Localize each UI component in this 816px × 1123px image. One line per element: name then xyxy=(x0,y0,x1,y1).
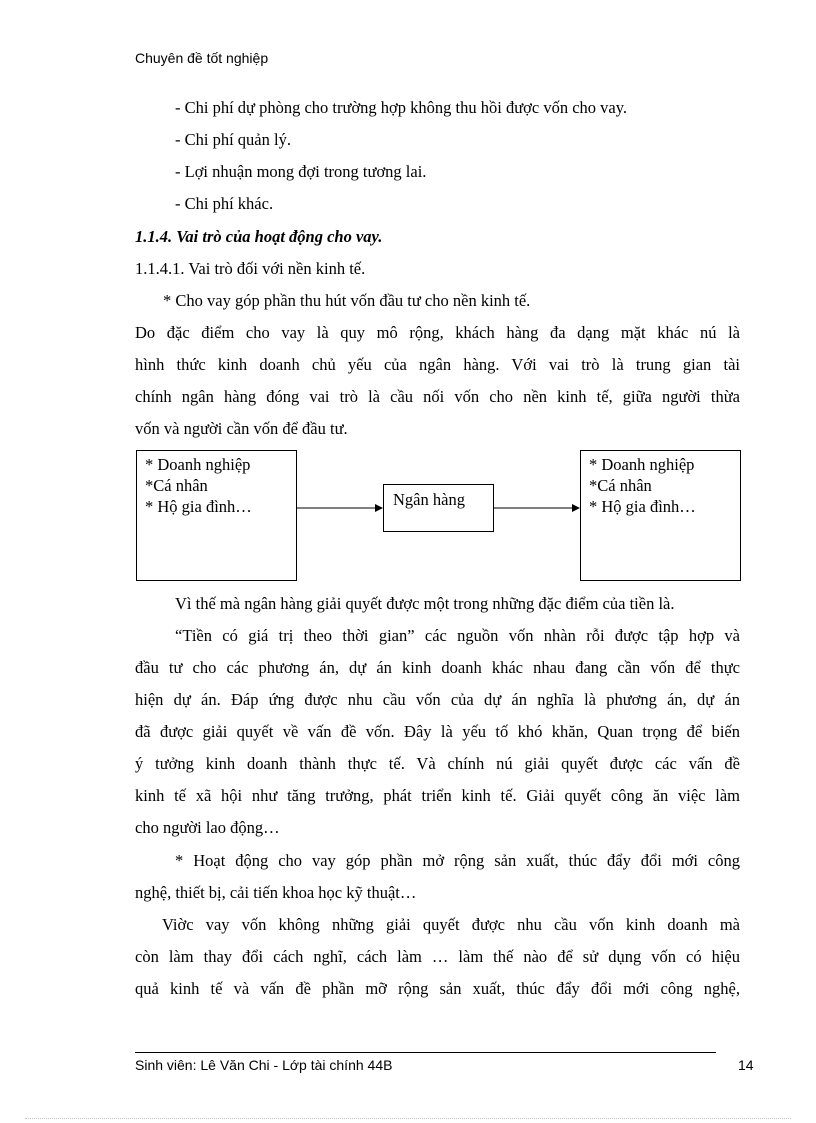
subsection-heading: 1.1.4.1. Vai trò đối với nền kinh tế. xyxy=(135,259,366,278)
bullet-item: - Chi phí quản lý. xyxy=(175,130,291,149)
paragraph-line: Do đặc điểm cho vay là quy mô rộng, khách hàng đa dạng mặt khác nú là xyxy=(135,323,740,342)
paragraph-line: đầu tư cho các phương án, dự án kinh doanh khác nhau đang cần vốn để thực xyxy=(135,658,740,677)
paragraph-line: “Tiền có giá trị theo thời gian” các nguồn vốn nhàn rỗi được tập hợp và xyxy=(175,626,740,645)
page-number: 14 xyxy=(738,1057,754,1073)
paragraph-line: hiện dự án. Đáp ứng được nhu cầu vốn của dự án nghĩa là phương án, dự án xyxy=(135,690,740,709)
bank-box-label: Ngân hàng xyxy=(393,490,465,509)
paragraph-line: * Hoạt động cho vay góp phần mở rộng sản xuất, thúc đẩy đổi mới công xyxy=(175,851,740,870)
paragraph-line: Vì thế mà ngân hàng giải quyết được một trong những đặc điểm của tiền là. xyxy=(175,594,675,613)
paragraph-line: kinh tế xã hội như tăng trưởng, phát triển kinh tế. Giải quyết công ăn việc làm xyxy=(135,786,740,805)
right-box-item: *Cá nhân xyxy=(589,476,652,495)
paragraph-line: quả kinh tế và vấn đề phần mỡ rộng sản xuất, thúc đẩy đổi mới công nghệ, xyxy=(135,979,740,998)
paragraph-line: hình thức kinh doanh chủ yếu của ngân hàng. Với vai trò là trung gian tài xyxy=(135,355,740,374)
paragraph-line: cho người lao động… xyxy=(135,818,280,837)
paragraph-line: chính ngân hàng đóng vai trò là cầu nối vốn cho nền kinh tế, giữa người thừa xyxy=(135,387,740,406)
footer-student: Sinh viên: Lê Văn Chi - Lớp tài chính 44B xyxy=(135,1057,393,1073)
paragraph-line: ý tưởng kinh doanh thành thực tế. Và chính nú giải quyết được các vấn đề xyxy=(135,754,740,773)
paragraph-line: vốn và người cần vốn để đầu tư. xyxy=(135,419,348,438)
left-box-item: *Cá nhân xyxy=(145,476,208,495)
paragraph-line: đã được giải quyết về vấn đề vốn. Đây là yếu tố khó khăn, Quan trọng để biến xyxy=(135,722,740,741)
section-heading: 1.1.4. Vai trò của hoạt động cho vay. xyxy=(135,227,383,246)
bullet-item: - Lợi nhuận mong đợi trong tương lai. xyxy=(175,162,427,181)
paragraph-line: Viờc vay vốn không những giải quyết được nhu cầu vốn kinh doanh mà xyxy=(162,915,740,934)
bullet-item: - Chi phí dự phòng cho trường hợp không thu hồi được vốn cho vay. xyxy=(175,98,628,117)
right-box-item: * Hộ gia đình… xyxy=(589,497,696,516)
arrow-head-bank xyxy=(375,504,383,512)
point-heading: * Cho vay góp phần thu hút vốn đầu tư cho nền kinh tế. xyxy=(163,291,531,310)
paragraph-line: còn làm thay đổi cách nghĩ, cách làm … làm thế nào để sử dụng vốn có hiệu xyxy=(135,947,740,966)
bullet-item: - Chi phí khác. xyxy=(175,194,274,213)
right-box-item: * Doanh nghiệp xyxy=(589,455,695,474)
left-box-item: * Hộ gia đình… xyxy=(145,497,252,516)
left-box-item: * Doanh nghiệp xyxy=(145,455,251,474)
footer-rule xyxy=(135,1052,716,1053)
page-edge xyxy=(25,1118,791,1119)
arrow-head-right xyxy=(572,504,580,512)
page-header: Chuyên đề tốt nghiệp xyxy=(135,50,269,66)
paragraph-line: nghệ, thiết bị, cải tiến khoa học kỹ thuật… xyxy=(135,883,417,902)
